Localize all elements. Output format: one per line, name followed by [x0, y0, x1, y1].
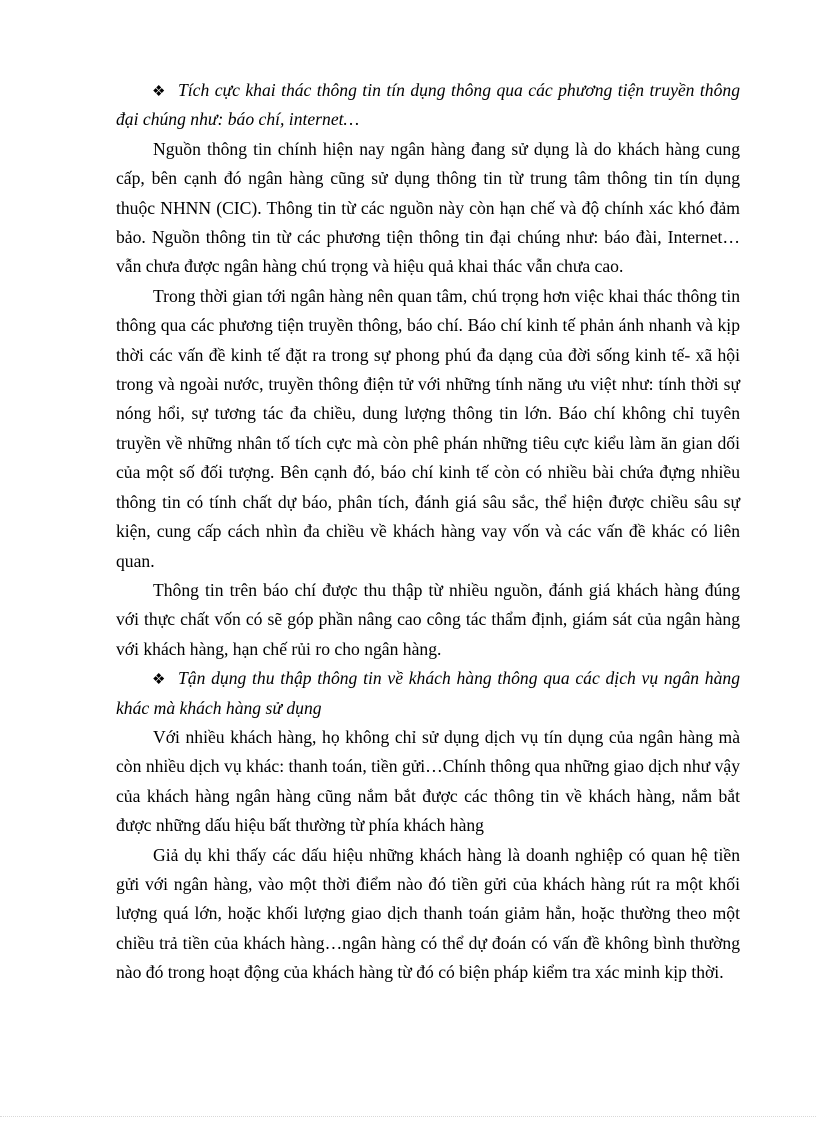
paragraph: Nguồn thông tin chính hiện nay ngân hàng đang sử dụng là do khách hàng cung cấp, bên cạnh đó ngân hàng cũng sử dụng thông tin từ trung tâm thông tin tín dụng thuộc NHNN (CIC). Thông tin từ các nguồn này còn hạn chế và độ chính xác khó đảm bảo. Nguồn thông tin từ các phương tiện thông tin đại chúng như: báo đài, Internet…vẫn chưa được ngân hàng chú trọng và hiệu quả khai thác vẫn chưa cao. [116, 138, 740, 277]
document-body [116, 76, 740, 988]
diamond-bullet-icon: ❖ [152, 672, 166, 689]
paragraph: Giả dụ khi thấy các dấu hiệu những khách hàng là doanh nghiệp có quan hệ tiền gửi với ngân hàng, vào một thời điểm nào đó tiền gửi của khách hàng rút ra một khối lượng quá lớn, hoặc khối lượng giao dịch thanh toán giảm hẳn, hoặc thường theo một chiều trả tiền của khách hàng…ngân hàng có thể dự đoán có vấn đề không bình thường nào đó trong hoạt động của khách hàng từ đó có biện pháp kiểm tra xác minh kịp thời. [116, 844, 740, 983]
paragraph: Với nhiều khách hàng, họ không chỉ sử dụng dịch vụ tín dụng của ngân hàng mà còn nhiều dịch vụ khác: thanh toán, tiền gửi…Chính thông qua những giao dịch như vậy của khách hàng ngân hàng cũng nắm bắt được các thông tin về khách hàng, nắm bắt được những dấu hiệu bất thường từ phía khách hàng [116, 726, 740, 836]
diamond-bullet-icon: ❖ [152, 84, 166, 100]
bullet-heading-media [116, 76, 740, 135]
bullet-heading-text: Tích cực khai thác thông tin tín dụng thông qua các phương tiện truyền thông đại chúng như: báo chí, internet… [116, 80, 740, 130]
paragraph: Thông tin trên báo chí được thu thập từ nhiều nguồn, đánh giá khách hàng đúng với thực chất vốn có sẽ góp phần nâng cao công tác thẩm định, giám sát của ngân hàng với khách hàng, hạn chế rủi ro cho ngân hàng. [116, 579, 740, 659]
page-bottom-divider [0, 1116, 816, 1117]
bullet-heading-text: Tận dụng thu thập thông tin về khách hàng thông qua các dịch vụ ngân hàng khác mà khách hàng sử dụng [116, 668, 740, 718]
bullet-heading-services [116, 664, 740, 723]
paragraph: Trong thời gian tới ngân hàng nên quan tâm, chú trọng hơn việc khai thác thông tin thông qua các phương tiện truyền thông, báo chí. Báo chí kinh tế phản ánh nhanh và kịp thời các vấn đề kinh tế đặt ra trong sự phong phú đa dạng của đời sống kinh tế- xã hội trong và ngoài nước, truyền thông điện tử với những tính năng ưu việt như: tính thời sự nóng hổi, sự tương tác đa chiều, dung lượng thông tin lớn. Báo chí không chỉ tuyên truyền về những nhân tố tích cực mà còn phê phán những tiêu cực kiểu làm ăn gian dối của một số đối tượng. Bên cạnh đó, báo chí kinh tế còn có nhiều bài chứa đựng nhiều thông tin có tính chất dự báo, phân tích, đánh giá sâu sắc, thể hiện được chiều sâu sự kiện, cung cấp cách nhìn đa chiều về khách hàng vay vốn và các vấn đề khác có liên quan. [116, 285, 740, 571]
